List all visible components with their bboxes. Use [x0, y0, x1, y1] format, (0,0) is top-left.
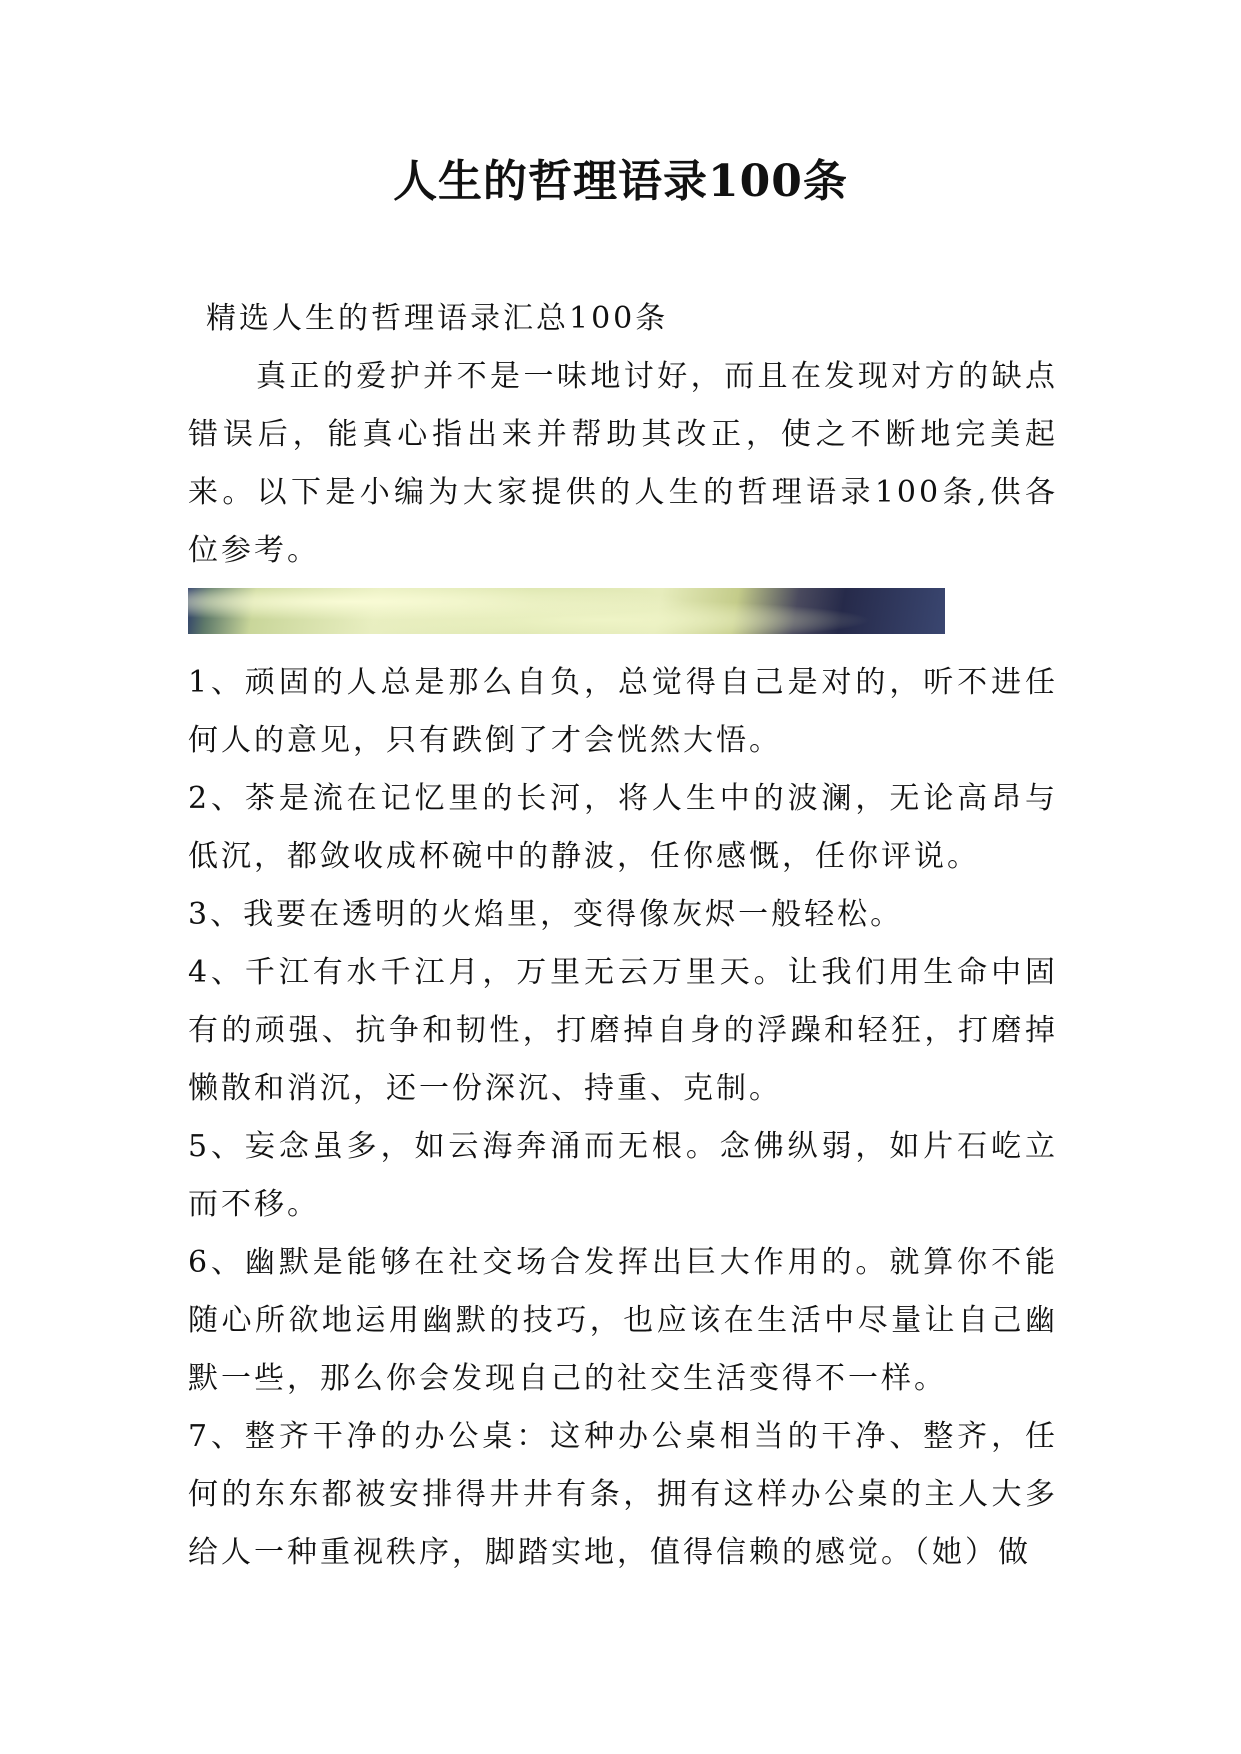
- list-item: 4、千江有水千江月，万里无云万里天。让我们用生命中固有的顽强、抗争和韧性，打磨掉自身的浮躁和轻狂，打磨掉懒散和消沉，还一份深沉、持重、克制。: [188, 955, 1058, 1106]
- banner-image: [188, 588, 945, 634]
- list-item: 7、整齐干净的办公桌：这种办公桌相当的干净、整齐，任何的东东都被安排得井井有条，拥有这样办公桌的主人大多给人一种重视秩序，脚踏实地，值得信赖的感觉。（她）做: [188, 1419, 1058, 1570]
- document-body: [188, 290, 1058, 1582]
- list-item: 5、妄念虽多，如云海奔涌而无根。念佛纵弱，如片石屹立而不移。: [188, 1129, 1058, 1222]
- list-item: 6、幽默是能够在社交场合发挥出巨大作用的。就算你不能随心所欲地运用幽默的技巧，也应该在生活中尽量让自己幽默一些，那么你会发现自己的社交生活变得不一样。: [188, 1245, 1058, 1396]
- list-item: 3、我要在透明的火焰里，变得像灰烬一般轻松。: [188, 897, 904, 932]
- list-item: 2、茶是流在记忆里的长河，将人生中的波澜，无论高昂与低沉，都敛收成杯碗中的静波，任你感慨，任你评说。: [188, 781, 1058, 874]
- document-title: 人生的哲理语录100条: [393, 156, 848, 207]
- intro-paragraph: 真正的爱护并不是一味地讨好，而且在发现对方的缺点错误后，能真心指出来并帮助其改正，使之不断地完美起来。以下是小编为大家提供的人生的哲理语录100条,供各位参考。: [188, 359, 1058, 568]
- list-item: 1、顽固的人总是那么自负，总觉得自己是对的，听不进任何人的意见，只有跌倒了才会恍然大悟。: [188, 665, 1058, 758]
- document-subtitle: 精选人生的哲理语录汇总100条: [206, 301, 669, 336]
